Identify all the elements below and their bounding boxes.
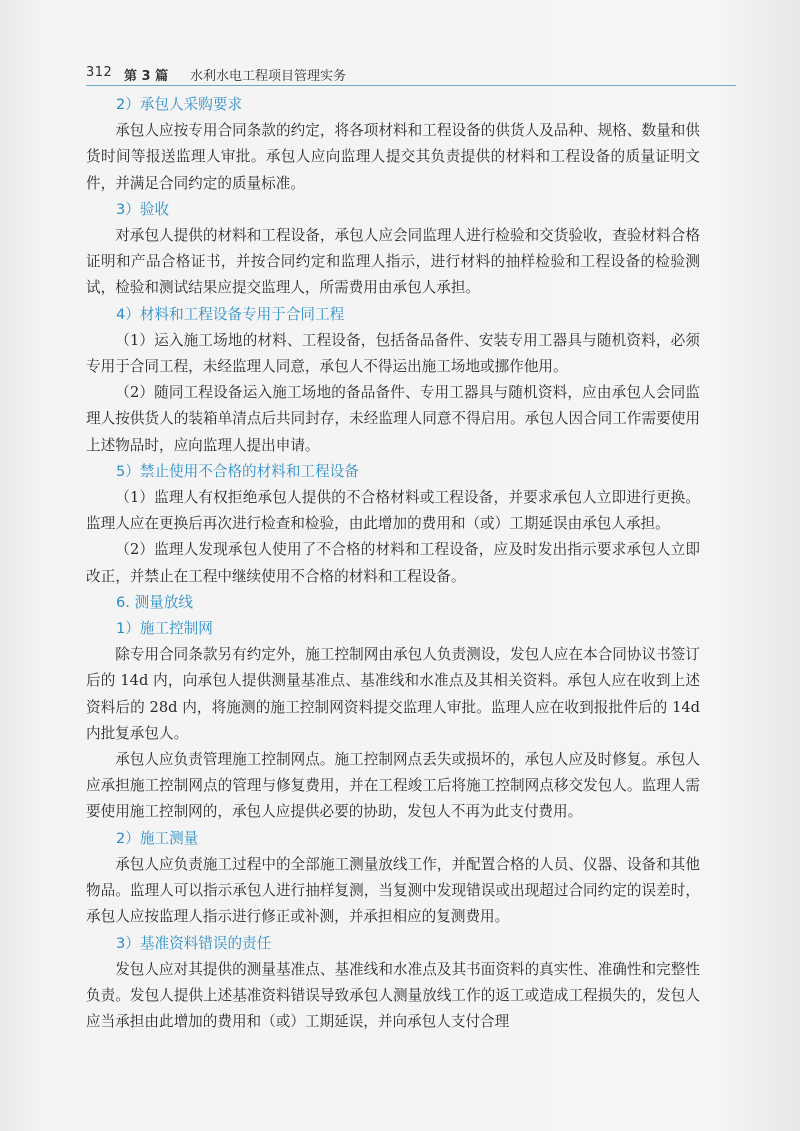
page-body	[86, 92, 700, 1035]
paragraph: （2）随同工程设备运入施工场地的备品备件、专用工器具与随机资料，应由承包人会同监理人按供货人的装箱单清点后共同封存，未经监理人同意不得启用。承包人因合同工作需要使用上述物品时，应向监理人提出申请。	[86, 384, 700, 454]
section-heading: 2）施工测量	[116, 829, 199, 847]
section-heading: 5）禁止使用不合格的材料和工程设备	[116, 462, 359, 480]
paragraph: 承包人应按专用合同条款的约定，将各项材料和工程设备的供货人及品种、规格、数量和供货时间等报送监理人审批。承包人应向监理人提交其负责提供的材料和工程设备的质量证明文件，并满足合同约定的质量标准。	[86, 122, 700, 192]
paragraph: 除专用合同条款另有约定外，施工控制网由承包人负责测设，发包人应在本合同协议书签订后的 14d 内，向承包人提供测量基准点、基准线和水准点及其相关资料。承包人应在收到上述资料后的 28d 内，将施测的施工控制网资料提交监理人审批。监理人应在收到报批件后的 14d 内批复承包人。	[86, 646, 700, 742]
chapter-heading: 6. 测量放线	[116, 593, 193, 611]
section-heading: 4）材料和工程设备专用于合同工程	[116, 305, 345, 323]
section-heading: 1）施工控制网	[116, 620, 213, 638]
paragraph: 对承包人提供的材料和工程设备，承包人应会同监理人进行检验和交货验收，查验材料合格证明和产品合格证书，并按合同约定和监理人指示，进行材料的抽样检验和工程设备的检验测试，检验和测试结果应提交监理人，所需费用由承包人承担。	[86, 227, 700, 297]
paragraph: 承包人应负责管理施工控制网点。施工控制网点丢失或损坏的，承包人应及时修复。承包人应承担施工控制网点的管理与修复费用，并在工程竣工后将施工控制网点移交发包人。监理人需要使用施工控制网的，承包人应提供必要的协助，发包人不再为此支付费用。	[86, 751, 700, 821]
paragraph: （1）监理人有权拒绝承包人提供的不合格材料或工程设备，并要求承包人立即进行更换。监理人应在更换后再次进行检查和检验，由此增加的费用和（或）工期延误由承包人承担。	[86, 489, 700, 533]
paragraph: 承包人应负责施工过程中的全部施工测量放线工作，并配置合格的人员、仪器、设备和其他物品。监理人可以指示承包人进行抽样复测，当复测中发现错误或出现超过合同约定的误差时，承包人应按监理人指示进行修正或补测，并承担相应的复测费用。	[86, 855, 700, 926]
page-header	[86, 63, 736, 85]
paragraph: （2）监理人发现承包人使用了不合格的材料和工程设备，应及时发出指示要求承包人立即改正，并禁止在工程中继续使用不合格的材料和工程设备。	[86, 541, 700, 585]
page-number: 312	[86, 65, 113, 80]
paragraph: 发包人应对其提供的测量基准点、基准线和水准点及其书面资料的真实性、准确性和完整性负责。发包人提供上述基准资料错误导致承包人测量放线工作的返工或造成工程损失的，发包人应当承担由此增加的费用和（或）工期延误，并向承包人支付合理	[86, 960, 700, 1031]
part-label: 第 3 篇	[124, 69, 169, 84]
header-rule	[86, 85, 736, 86]
paragraph: （1）运入施工场地的材料、工程设备，包括备品备件、安装专用工器具与随机资料，必须专用于合同工程，未经监理人同意，承包人不得运出施工场地或挪作他用。	[86, 331, 700, 376]
section-heading: 3）验收	[116, 200, 170, 218]
section-heading: 3）基准资料错误的责任	[116, 934, 272, 952]
section-heading: 2）承包人采购要求	[116, 96, 243, 113]
book-title: 水利水电工程项目管理实务	[190, 69, 347, 84]
